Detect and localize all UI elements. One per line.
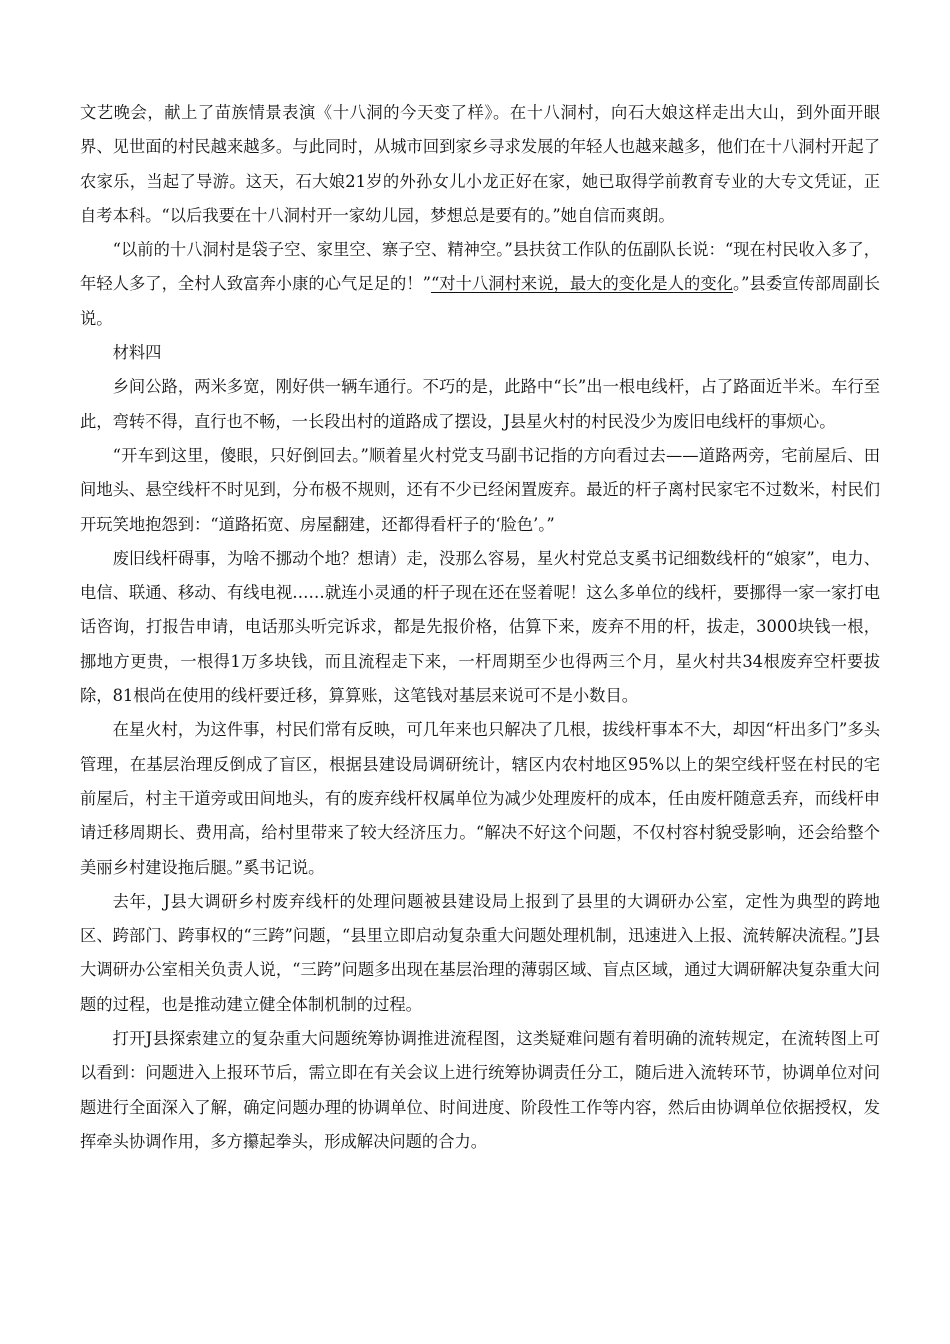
paragraph-flowchart: 打开J县探索建立的复杂重大问题统筹协调推进流程图，这类疑难问题有着明确的流转规定，在流转图上可以看到：问题进入上报环节后，需立即在有关会议上进行统筹协调责任分工，随后进入流转环节，协调单位对问题进行全面深入了解，确定问题办理的协调单位、时间进度、阶段性工作等内容，然后由协调单位依据授权，发挥牵头协调作用，多方攥起拳头，形成解决问题的合力。 xyxy=(80,1029,880,1151)
paragraph-driver-quote: “开车到这里，傻眼，只好倒回去。”顺着星火村党支马副书记指的方向看过去——道路两旁，宅前屋后、田间地头、悬空线杆不时见到，分布极不规则，还有不少已经闲置废弃。最近的杆子离村民家宅不过数米，村民们开玩笑地抱怨到：“道路拓宽、房屋翻建，还都得看杆子的‘脸色’。” xyxy=(80,445,880,534)
paragraph-continuation: 文艺晚会，献上了苗族情景表演《十八洞的今天变了样》。在十八洞村，向石大娘这样走出大山，到外面开眼界、见世面的村民越来越多。与此同时，从城市回到家乡寻求发展的年轻人也越来越多，他们在十八洞村开起了农家乐，当起了导游。这天，石大娘21岁的外孙女儿小龙正好在家，她已取得学前教育专业的大专文凭证，正自考本科。“以后我要在十八洞村开一家幼儿园，梦想总是要有的。”她自信而爽朗。 xyxy=(80,103,880,225)
underlined-quote: “对十八洞村来说，最大的变化是人的变化 xyxy=(430,274,733,294)
paragraph-road-pole: 乡间公路，两米多宽，刚好供一辆车通行。不巧的是，此路中“长”出一根电线杆，占了路面近半米。车行至此，弯转不得，直行也不畅，一长段出村的道路成了摆设，J县星火村的村民没少为废旧电线杆的事烦心。 xyxy=(80,377,880,431)
document-page xyxy=(80,96,880,1159)
quote-attribution: 。”县委宣传部周副长说。 xyxy=(80,274,880,328)
paragraph-three-cross-issue: 去年，J县大调研乡村废弃线杆的处理问题被县建设局上报到了县里的大调研办公室，定性为典型的跨地区、跨部门、跨事权的“三跨”问题，“县里立即启动复杂重大问题处理机制，迅速进入上报、流转解决流程。”J县大调研办公室相关负责人说，“三跨”问题多出现在基层治理的薄弱区域、盲点区域，通过大调研解决复杂重大问题的过程，也是推动建立健全体制机制的过程。 xyxy=(80,891,880,1014)
paragraph-village-change xyxy=(80,233,880,336)
paragraph-governance-blindspot: 在星火村，为这件事，村民们常有反映，可几年来也只解决了几根，拔线杆事本不大，却因“杆出多门”多头管理，在基层治理反倒成了盲区，根据县建设局调研统计，辖区内农村地区95%以上的架空线杆竖在村民的宅前屋后，村主干道旁或田间地头，有的废弃线杆权属单位为减少处理废杆的成本，任由废杆随意丢弃，而线杆申请迁移周期长、费用高，给村里带来了较大经济压力。“解决不好这个问题，不仅村容村貌受影响，还会给整个美丽乡村建设拖后腿。”奚书记说。 xyxy=(80,720,880,877)
section-heading-material-four: 材料四 xyxy=(112,343,162,363)
paragraph-pole-owners: 废旧线杆碍事，为啥不挪动个地？想请）走，没那么容易，星火村党总支奚书记细数线杆的“娘家”，电力、电信、联通、移动、有线电视……就连小灵通的杆子现在还在竖着呢！这么多单位的线杆，要挪得一家一家打电话咨询，打报告申请，电话那头听完诉求，都是先报价格，估算下来，废弃不用的杆，拔走，3000块钱一根，挪地方更贵，一根得1万多块钱，而且流程走下来，一杆周期至少也得两三个月，星火村共34根废弃空杆要拔除，81根尚在使用的线杆要迁移，算算账，这笔钱对基层来说可不是小数目。 xyxy=(80,548,880,706)
quote-poverty-team: “以前的十八洞村是袋子空、家里空、寨子空、精神空。”县扶贫工作队的伍副队长说：“现在村民收入多了，年轻人多了，全村人致富奔小康的心气足足的！” xyxy=(80,240,880,294)
